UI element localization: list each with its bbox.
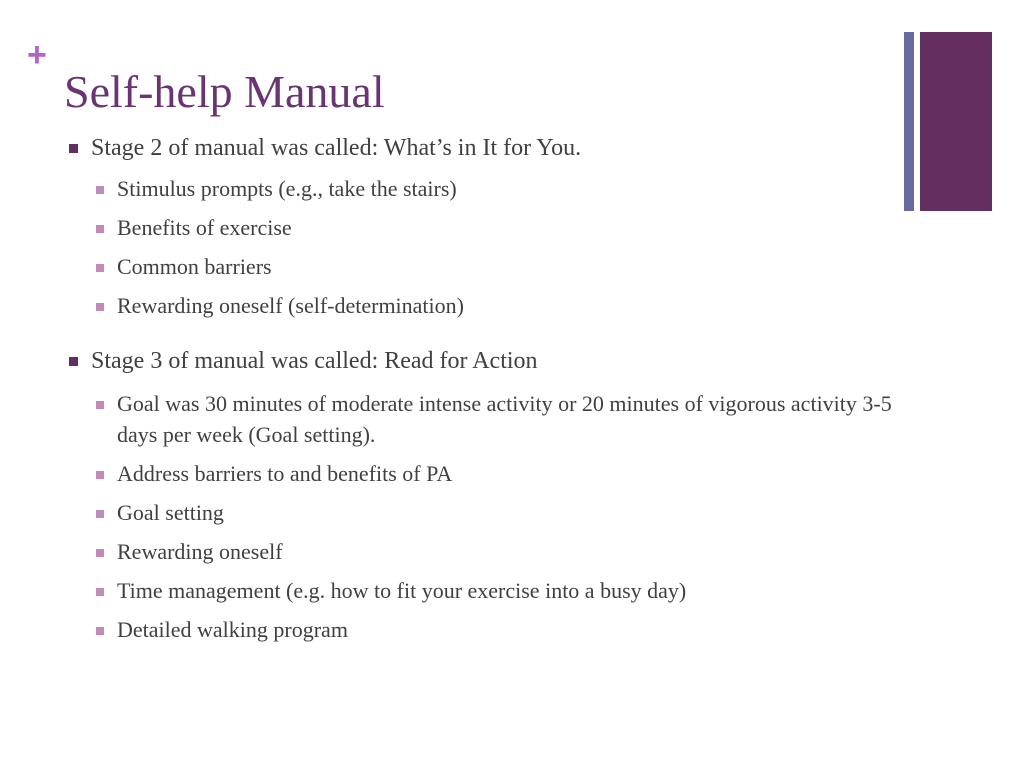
decorative-bar-thin bbox=[904, 32, 914, 211]
square-bullet-icon bbox=[96, 627, 104, 635]
bullet-level2 bbox=[64, 575, 904, 606]
bullet-level2 bbox=[64, 388, 904, 450]
bullet-text: Stage 2 of manual was called: What’s in It for You. bbox=[91, 135, 582, 161]
bullet-level2 bbox=[64, 290, 904, 321]
bullet-level2 bbox=[64, 614, 904, 645]
plus-icon: + bbox=[27, 36, 47, 74]
bullet-level1-stage2 bbox=[64, 134, 904, 163]
bullet-level2 bbox=[64, 251, 904, 282]
square-bullet-icon bbox=[69, 357, 78, 366]
square-bullet-icon bbox=[96, 186, 104, 194]
bullet-text: Goal was 30 minutes of moderate intense activity or 20 minutes of vigorous activity 3-5 days per week (Goal setting). bbox=[117, 391, 892, 447]
square-bullet-icon bbox=[96, 510, 104, 518]
square-bullet-icon bbox=[96, 549, 104, 557]
bullet-level2 bbox=[64, 497, 904, 528]
bullet-level2 bbox=[64, 458, 904, 489]
square-bullet-icon bbox=[96, 264, 104, 272]
bullet-text: Address barriers to and benefits of PA bbox=[117, 461, 453, 486]
square-bullet-icon bbox=[96, 303, 104, 311]
bullet-level2 bbox=[64, 212, 904, 243]
slide-body bbox=[64, 128, 904, 645]
bullet-text: Rewarding oneself (self-determination) bbox=[117, 293, 464, 318]
bullet-level2 bbox=[64, 173, 904, 204]
bullet-text: Stage 3 of manual was called: Read for Action bbox=[91, 348, 538, 374]
bullet-text: Stimulus prompts (e.g., take the stairs) bbox=[117, 176, 457, 201]
square-bullet-icon bbox=[96, 401, 104, 409]
bullet-text: Detailed walking program bbox=[117, 617, 348, 642]
bullet-text: Benefits of exercise bbox=[117, 215, 292, 240]
bullet-text: Rewarding oneself bbox=[117, 539, 283, 564]
bullet-text: Time management (e.g. how to fit your exercise into a busy day) bbox=[117, 578, 687, 603]
square-bullet-icon bbox=[96, 588, 104, 596]
square-bullet-icon bbox=[69, 144, 78, 153]
decorative-bar-thick bbox=[920, 32, 992, 211]
bullet-level1-stage3 bbox=[64, 347, 904, 376]
slide-title: Self-help Manual bbox=[64, 66, 385, 117]
bullet-text: Goal setting bbox=[117, 500, 224, 525]
square-bullet-icon bbox=[96, 225, 104, 233]
bullet-text: Common barriers bbox=[117, 254, 272, 279]
square-bullet-icon bbox=[96, 471, 104, 479]
bullet-level2 bbox=[64, 536, 904, 567]
